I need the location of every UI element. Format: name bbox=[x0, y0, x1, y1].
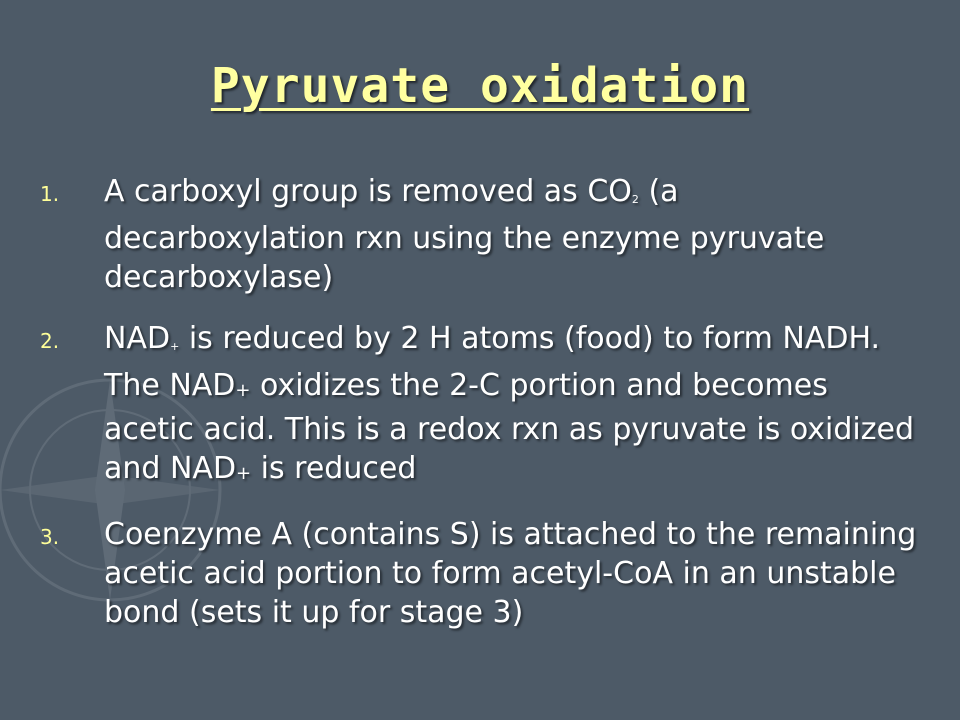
list-item-text: Coenzyme A (contains S) is attached to the remaining acetic acid portion to form acetyl-CoA in an unstable bond (sets it up for stage 3) bbox=[104, 517, 917, 630]
list-item bbox=[40, 172, 920, 297]
list-item-number: 1. bbox=[40, 182, 60, 206]
list-item-number: 3. bbox=[40, 525, 60, 549]
superscript: + bbox=[235, 380, 251, 401]
numbered-list bbox=[40, 172, 920, 654]
superscript: + bbox=[236, 463, 252, 484]
list-item-text: (a decarboxylation rxn using the enzyme pyruvate decarboxylase) bbox=[104, 174, 825, 295]
superscript: + bbox=[170, 340, 180, 353]
list-item-text: oxidizes the 2-C portion and becomes acetic acid. This is a redox rxn as pyruvate is oxidized and NAD bbox=[104, 368, 915, 486]
list-item-number: 2. bbox=[40, 329, 60, 353]
list-item-text: is reduced by 2 H atoms (food) to form NADH. The NAD bbox=[104, 321, 881, 403]
subscript: 2 bbox=[631, 193, 639, 206]
list-item-text: NAD bbox=[104, 321, 171, 356]
list-item bbox=[40, 319, 920, 493]
list-item-text: A carboxyl group is removed as CO bbox=[104, 174, 632, 209]
slide-title bbox=[0, 58, 960, 114]
slide-title-text: Pyruvate oxidation bbox=[210, 58, 750, 114]
list-item-text: is reduced bbox=[251, 451, 417, 486]
list-item bbox=[40, 515, 920, 632]
